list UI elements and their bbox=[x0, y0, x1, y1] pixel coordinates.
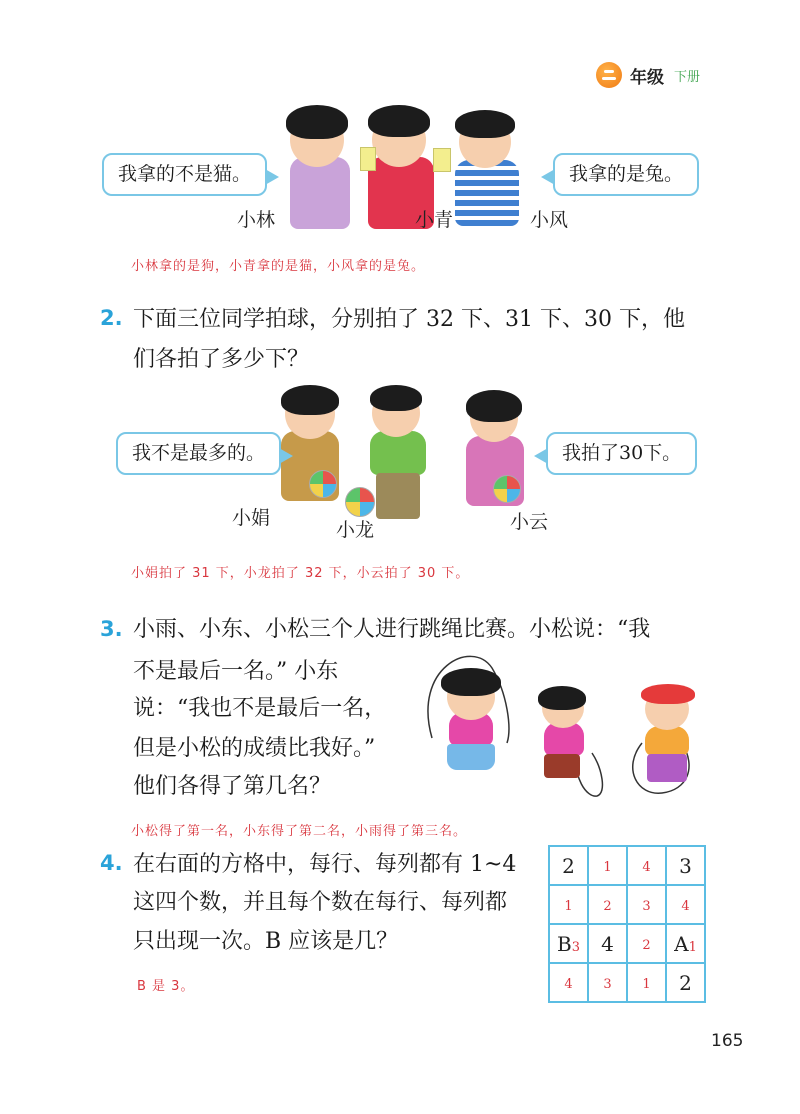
grid-cell: 2 bbox=[666, 963, 705, 1002]
grade-label: 年级 bbox=[629, 67, 664, 88]
grid-cell: 1 bbox=[549, 885, 588, 924]
grid-cell: 2 bbox=[588, 885, 627, 924]
q1-illustration bbox=[280, 105, 530, 230]
page-header bbox=[596, 62, 700, 88]
q3-text-line5: 他们各得了第几名？ bbox=[133, 774, 332, 799]
q2-number: 2. bbox=[100, 306, 123, 330]
name-xiaolong: 小龙 bbox=[336, 519, 375, 541]
q2-right-bubble: 我拍了30下。 bbox=[546, 432, 697, 475]
grid-cell: 3 bbox=[627, 885, 666, 924]
q4-text-line3: 只出现一次。B 应该是几？ bbox=[133, 929, 399, 954]
grade-icon bbox=[596, 62, 622, 88]
kid-xiaofeng bbox=[445, 110, 530, 230]
q3-illustration bbox=[412, 648, 702, 798]
q4-text-line1: 在右面的方格中，每行、每列都有 1~4 bbox=[133, 852, 517, 877]
grid-cell: 2 bbox=[549, 846, 588, 885]
grid-cell: 4 bbox=[588, 924, 627, 963]
name-xiaojuan: 小娟 bbox=[232, 507, 271, 529]
name-xiaoyun: 小云 bbox=[510, 511, 549, 533]
q3-answer: 小松得了第一名，小东得了第二名，小雨得了第三名。 bbox=[131, 824, 468, 839]
grid-cell: 1 bbox=[627, 963, 666, 1002]
q2-text-line1: 下面三位同学拍球，分别拍了 32 下、31 下、30 下，他 bbox=[133, 307, 685, 332]
q1-left-bubble: 我拿的不是猫。 bbox=[102, 153, 267, 196]
grid-cell-b: B3 bbox=[549, 924, 588, 963]
ball-icon bbox=[309, 470, 337, 498]
grid-cell: 2 bbox=[627, 924, 666, 963]
name-xiaoqing: 小青 bbox=[415, 209, 454, 231]
card-icon bbox=[360, 147, 376, 171]
q3-text-line4: 但是小松的成绩比我好。” bbox=[133, 736, 376, 761]
ball-icon bbox=[493, 475, 521, 503]
kid-xiaodong bbox=[534, 686, 594, 796]
kid-xiaolin bbox=[280, 105, 360, 230]
q3-text-line1: 小雨、小东、小松三个人进行跳绳比赛。小松说：“我 bbox=[133, 617, 651, 642]
q3-text-line3: 说：“我也不是最后一名， bbox=[133, 696, 387, 721]
q3-number: 3. bbox=[100, 617, 123, 641]
cap-icon bbox=[641, 684, 695, 704]
q1-right-bubble: 我拿的是兔。 bbox=[553, 153, 699, 196]
q2-text-line2: 们各拍了多少下？ bbox=[133, 347, 310, 372]
q4-text-line2: 这四个数，并且每个数在每行、每列都 bbox=[133, 890, 508, 915]
kid-xiaosong bbox=[637, 684, 697, 794]
q3-text-line2: 不是最后一名。” 小东 bbox=[133, 659, 339, 684]
grid-cell: 4 bbox=[549, 963, 588, 1002]
q2-illustration bbox=[275, 385, 535, 530]
page-number: 165 bbox=[711, 1031, 744, 1051]
q1-answer: 小林拿的是狗，小青拿的是猫，小风拿的是兔。 bbox=[131, 259, 426, 274]
ball-icon bbox=[345, 487, 375, 517]
name-xiaolin: 小林 bbox=[237, 209, 276, 231]
number-grid bbox=[548, 845, 706, 1003]
kid-xiaoyu bbox=[437, 668, 507, 793]
grid-cell-a: A1 bbox=[666, 924, 705, 963]
grid-cell: 1 bbox=[588, 846, 627, 885]
q2-answer: 小娟拍了 31 下，小龙拍了 32 下，小云拍了 30 下。 bbox=[131, 566, 470, 581]
q4-number: 4. bbox=[100, 851, 123, 875]
name-xiaofeng: 小风 bbox=[530, 209, 569, 231]
grid-cell: 4 bbox=[627, 846, 666, 885]
grid-cell: 3 bbox=[588, 963, 627, 1002]
grid-cell: 3 bbox=[666, 846, 705, 885]
q2-left-bubble: 我不是最多的。 bbox=[116, 432, 281, 475]
grid-cell: 4 bbox=[666, 885, 705, 924]
q4-answer: B 是 3。 bbox=[137, 979, 195, 994]
card-icon bbox=[433, 148, 451, 172]
volume-label: 下册 bbox=[673, 69, 700, 85]
kid-xiaoyun bbox=[460, 390, 535, 525]
